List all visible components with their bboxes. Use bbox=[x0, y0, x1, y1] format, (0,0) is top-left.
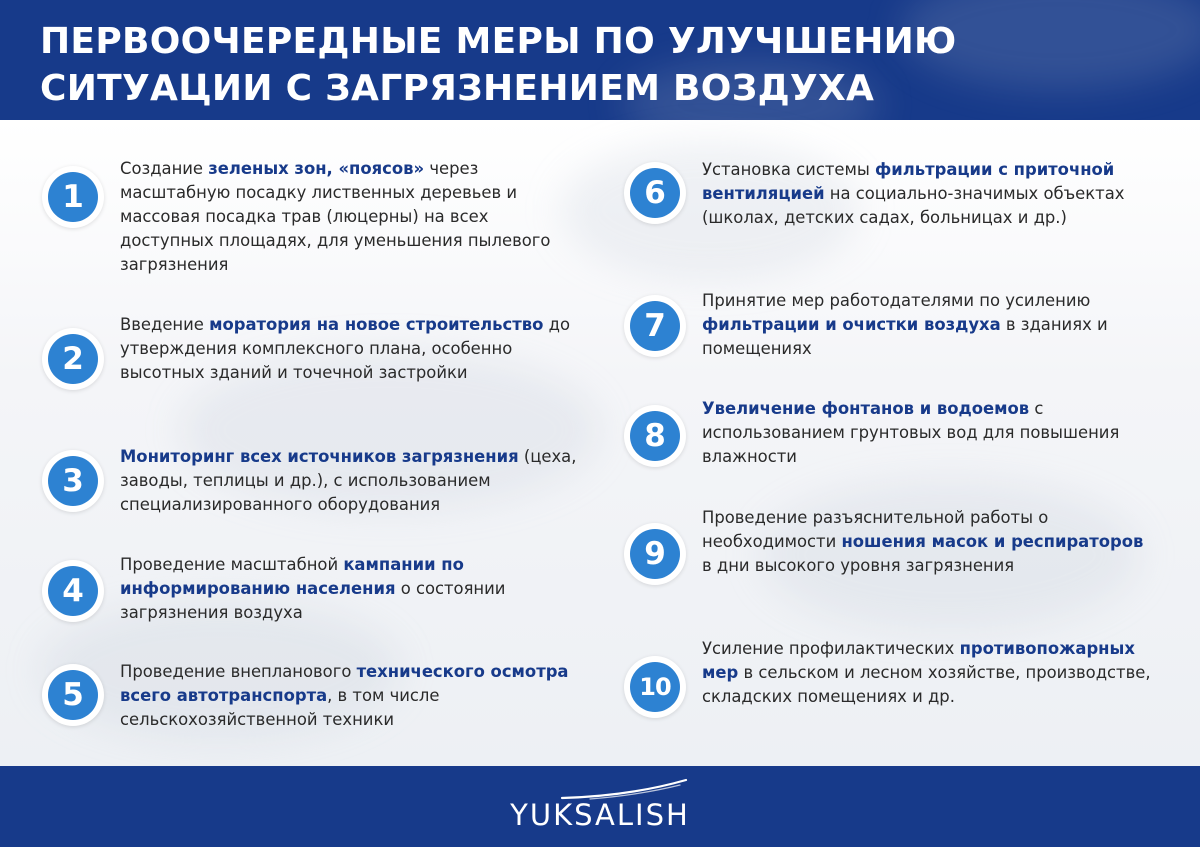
measure-text-segment: до утверждения комплексного плана, особенно высотных зданий и точечной застройки bbox=[120, 315, 570, 382]
measure-text-segment: (цеха, заводы, теплицы и др.), с использованием специализированного оборудования bbox=[120, 447, 577, 514]
number-badge bbox=[42, 664, 104, 726]
measure-text-segment: , в том числе сельскохозяйственной техники bbox=[120, 686, 440, 729]
number-badge bbox=[624, 162, 686, 224]
page-title-line-2: СИТУАЦИИ С ЗАГРЯЗНЕНИЕМ ВОЗДУХА bbox=[40, 68, 875, 109]
highlighted-phrase: моратория на новое строительство bbox=[209, 315, 544, 334]
number-badge bbox=[42, 328, 104, 390]
number-badge-label: 10 bbox=[630, 662, 680, 712]
measure-text-segment: Усиление профилактических bbox=[702, 639, 960, 658]
number-badge-label: 7 bbox=[630, 301, 680, 351]
measure-text bbox=[702, 158, 1152, 230]
measure-text-segment: Проведение масштабной bbox=[120, 555, 344, 574]
measure-text bbox=[120, 313, 580, 385]
highlighted-phrase: ношения масок и респираторов bbox=[841, 532, 1144, 551]
measure-text bbox=[120, 445, 580, 517]
number-badge bbox=[624, 295, 686, 357]
measure-text bbox=[120, 553, 580, 625]
measure-text bbox=[120, 660, 580, 732]
number-badge bbox=[42, 166, 104, 228]
highlighted-phrase: кампании по информированию населения bbox=[120, 555, 464, 598]
page-title bbox=[40, 18, 957, 112]
header-banner bbox=[0, 0, 1200, 120]
measure-text bbox=[702, 637, 1152, 709]
measure-text-segment: в дни высокого уровня загрязнения bbox=[702, 556, 1015, 575]
measure-text bbox=[702, 397, 1152, 469]
number-badge-label: 6 bbox=[630, 168, 680, 218]
highlighted-phrase: противопожарных мер bbox=[702, 639, 1135, 682]
number-badge-label: 2 bbox=[48, 334, 98, 384]
measure-text-segment: в сельском и лесном хозяйстве, производстве, складских помещениях и др. bbox=[702, 663, 1151, 706]
measure-text-segment: на социально-значимых объектах (школах, детских садах, больницах и др.) bbox=[702, 184, 1125, 227]
measure-text-segment: в зданиях и помещениях bbox=[702, 315, 1108, 358]
number-badge bbox=[42, 450, 104, 512]
footer-bar bbox=[0, 766, 1200, 847]
number-badge bbox=[624, 656, 686, 718]
measure-text-segment: Проведение внепланового bbox=[120, 662, 357, 681]
highlighted-phrase: технического осмотра всего автотранспорта bbox=[120, 662, 569, 705]
number-badge bbox=[624, 523, 686, 585]
measure-text-segment: Принятие мер работодателями по усилению bbox=[702, 291, 1091, 310]
number-badge bbox=[42, 560, 104, 622]
measure-text-segment: через масштабную посадку лиственных деревьев и массовая посадка трав (люцерны) на всех доступных площадях, для уменьшения пылевого загрязнения bbox=[120, 159, 551, 274]
measure-text bbox=[702, 506, 1152, 578]
brand-logo-text: YUKSALISH bbox=[510, 798, 690, 832]
number-badge-label: 5 bbox=[48, 670, 98, 720]
highlighted-phrase: фильтрации с приточной вентиляцией bbox=[702, 160, 1115, 203]
number-badge-label: 1 bbox=[48, 172, 98, 222]
number-badge-label: 9 bbox=[630, 529, 680, 579]
measure-text-segment: о состоянии загрязнения воздуха bbox=[120, 579, 506, 622]
measure-text-segment: Создание bbox=[120, 159, 209, 178]
measure-text bbox=[120, 157, 580, 277]
number-badge-label: 4 bbox=[48, 566, 98, 616]
measure-text-segment: с использованием грунтовых вод для повышения влажности bbox=[702, 399, 1120, 466]
measure-text-segment: Установка системы bbox=[702, 160, 875, 179]
highlighted-phrase: фильтрации и очистки воздуха bbox=[702, 315, 1001, 334]
highlighted-phrase: Увеличение фонтанов и водоемов bbox=[702, 399, 1030, 418]
measure-text-segment: Введение bbox=[120, 315, 210, 334]
highlighted-phrase: Мониторинг всех источников загрязнения bbox=[120, 447, 519, 466]
number-badge bbox=[624, 405, 686, 467]
number-badge-label: 3 bbox=[48, 456, 98, 506]
measure-text-segment: Проведение разъяснительной работы о необходимости bbox=[702, 508, 1049, 551]
number-badge-label: 8 bbox=[630, 411, 680, 461]
page-title-line-1: ПЕРВООЧЕРЕДНЫЕ МЕРЫ ПО УЛУЧШЕНИЮ bbox=[40, 21, 957, 62]
measure-text bbox=[702, 289, 1152, 361]
highlighted-phrase: зеленых зон, «поясов» bbox=[208, 159, 425, 178]
